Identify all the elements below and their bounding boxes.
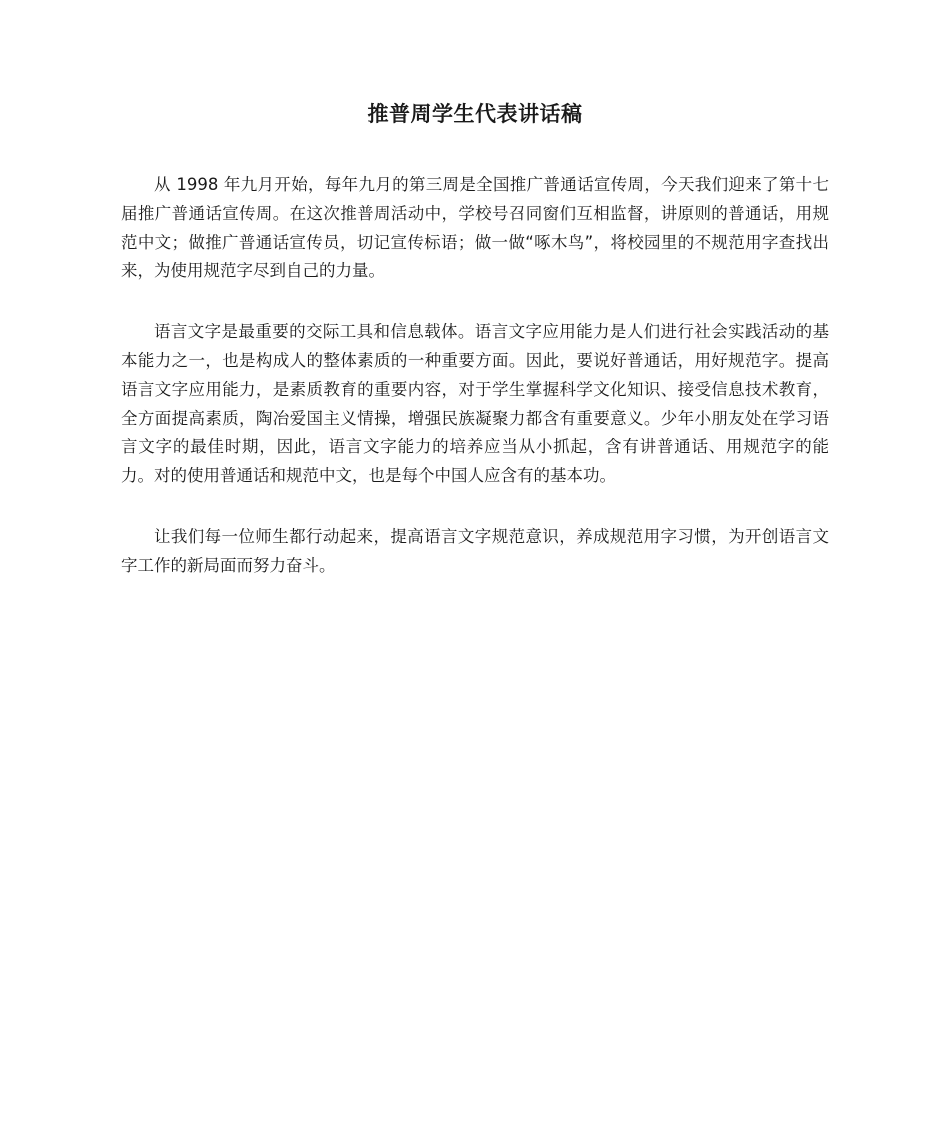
document-title: 推普周学生代表讲话稿 — [367, 102, 583, 126]
paragraph-2: 语言文字是最重要的交际工具和信息载体。语言文字应用能力是人们进行社会实践活动的基本能力之一，也是构成人的整体素质的一种重要方面。因此，要说好普通话，用好规范字。提高语言文字应用能力，是素质教育的重要内容，对于学生掌握科学文化知识、接受信息技术教育，全方面提高素质，陶冶爱国主义情操，增强民族凝聚力都含有重要意义。少年小朋友处在学习语言文字的最佳时期，因此，语言文字能力的培养应当从小抓起，含有讲普通话、用规范字的能力。对的使用普通话和规范中文，也是每个中国人应含有的基本功。 — [121, 322, 829, 486]
paragraph-3: 让我们每一位师生都行动起来，提高语言文字规范意识，养成规范用字习惯，为开创语言文字工作的新局面而努力奋斗。 — [121, 526, 829, 575]
document-body — [121, 98, 829, 613]
paragraph-1: 从 1998 年九月开始，每年九月的第三周是全国推广普通话宣传周，今天我们迎来了第十七届推广普通话宣传周。在这次推普周活动中，学校号召同窗们互相监督，讲原则的普通话，用规范中文；做推广普通话宣传员，切记宣传标语；做一做“啄木鸟”，将校园里的不规范用字查找出来，为使用规范字尽到自己的力量。 — [121, 175, 829, 281]
